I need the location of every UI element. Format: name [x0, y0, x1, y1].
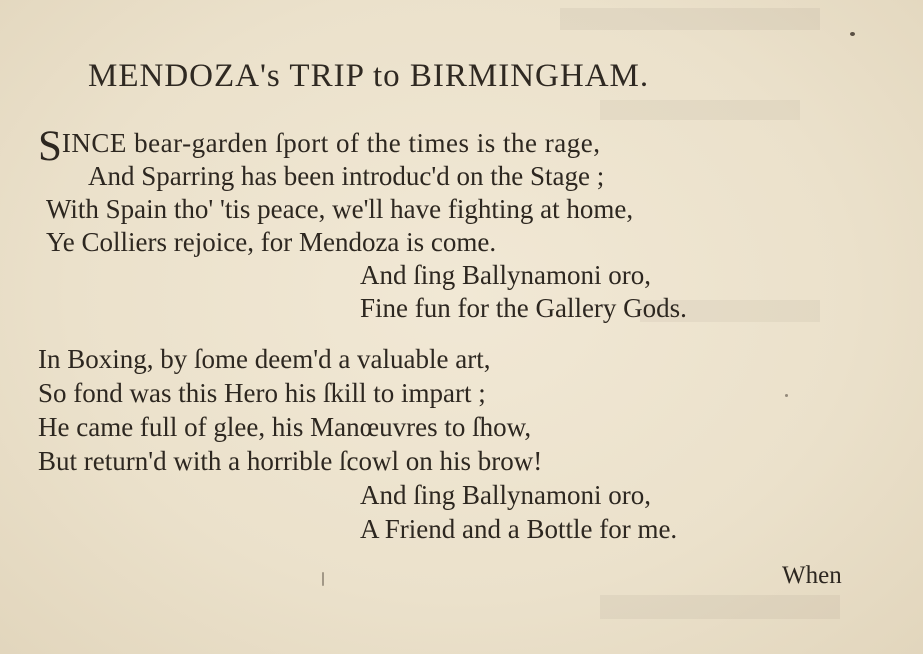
bleed-through-shadow: [560, 8, 820, 30]
stanza2-line4: But return'd with a horrible ſcowl on his brow!: [38, 446, 543, 476]
stanza2-refrain1: And ſing Ballynamoni oro,: [360, 480, 651, 510]
ink-speck: [785, 394, 788, 397]
catchword: When: [782, 562, 842, 589]
stanza1-line4: Ye Colliers rejoice, for Mendoza is come.: [46, 227, 497, 257]
bleed-through-shadow: [600, 595, 840, 619]
stanza1-line1: [38, 123, 601, 170]
stanza2-line1: In Boxing, by ſome deem'd a valuable art,: [38, 344, 491, 374]
stanza1-refrain2: Fine fun for the Gallery Gods.: [360, 293, 687, 323]
stanza1-line3: With Spain tho' 'tis peace, we'll have fighting at home,: [46, 194, 634, 224]
stanza2-line3: He came full of glee, his Manœuvres to ſhow,: [38, 412, 532, 442]
ink-speck: [850, 32, 855, 36]
ink-speck: [322, 572, 324, 586]
stanza2-refrain2: A Friend and a Bottle for me.: [360, 514, 678, 544]
stanza1-line2: And Sparring has been introduc'd on the Stage ;: [88, 161, 605, 191]
bleed-through-shadow: [600, 100, 800, 120]
drop-cap: S: [38, 123, 62, 170]
stanza1-refrain1: And ſing Ballynamoni oro,: [360, 260, 651, 290]
stanza1-line1-text: INCE bear-garden ſport of the times is the rage,: [61, 128, 601, 158]
poem-title: MENDOZA's TRIP to BIRMINGHAM.: [88, 58, 650, 94]
stanza2-line2: So fond was this Hero his ſkill to impart ;: [38, 378, 486, 408]
